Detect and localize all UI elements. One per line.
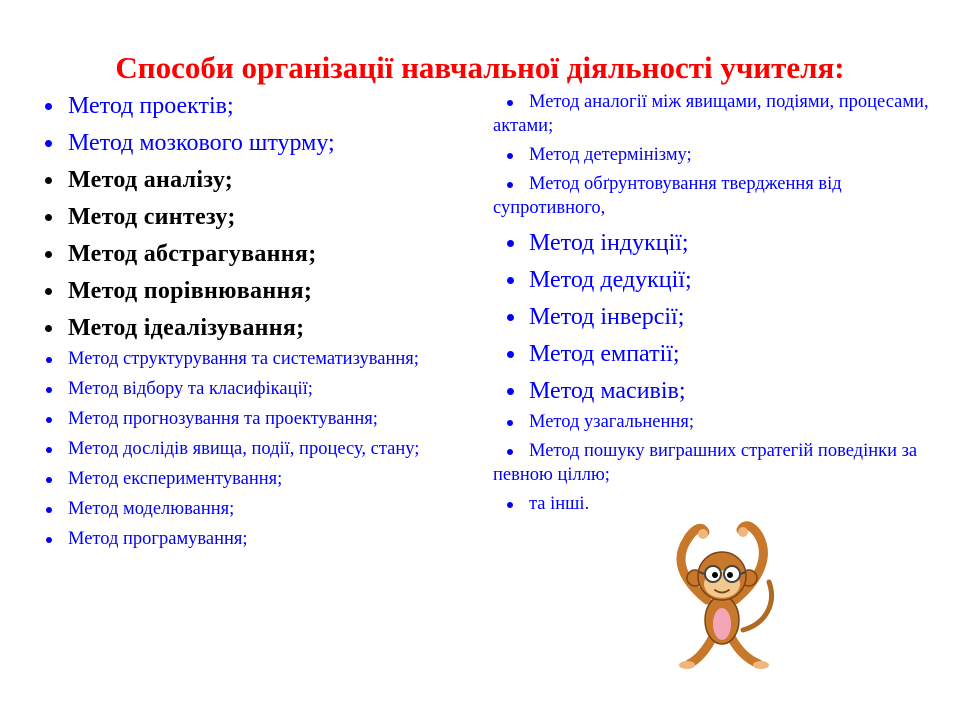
list-item-text: Метод програмування; [68,529,248,549]
right-method-list [493,90,943,521]
list-item [493,373,943,410]
list-item [493,262,943,299]
list-item [36,467,486,491]
list-item-text: та інші. [529,494,590,514]
list-item [36,125,486,162]
list-item-text: Метод абстрагування; [68,241,317,267]
list-item-text: Метод емпатії; [529,341,680,367]
list-item [36,377,486,401]
list-item-text: Метод синтезу; [68,204,236,230]
list-item-text: Метод структурування та систематизування; [68,349,419,369]
list-item [36,497,486,521]
bullet-icon [45,251,52,258]
list-item [36,407,486,431]
list-item-text: Метод експериментування; [68,469,283,489]
list-item [36,273,486,310]
list-item [36,236,486,273]
list-item [493,143,943,167]
list-item [493,299,943,336]
list-item-text: Метод ідеалізування; [68,315,305,341]
list-item-text: Метод обґрунтовування твердження від супротивного, [493,174,842,218]
bullet-icon [45,140,52,147]
list-item [36,437,486,461]
list-item [493,336,943,373]
bullet-icon [507,182,513,188]
bullet-icon [45,288,52,295]
list-item-text: Метод порівнювання; [68,278,313,304]
list-item-text: Метод аналізу; [68,167,234,193]
left-method-list [36,88,486,557]
list-item [36,527,486,551]
list-item-text: Метод відбору та класифікації; [68,379,313,399]
bullet-icon [507,388,514,395]
list-item-text: Метод аналогії між явищами, подіями, процесами, актами; [493,92,929,136]
bullet-icon [46,357,52,363]
list-item [493,172,943,220]
list-item [493,90,943,138]
list-item [36,310,486,347]
bullet-icon [45,177,52,184]
list-item-text: Метод пошуку виграшних стратегій поведінки за певною ціллю; [493,441,918,485]
list-item [493,439,943,487]
bullet-icon [45,214,52,221]
bullet-icon [507,153,513,159]
bullet-icon [507,240,514,247]
list-item [36,88,486,125]
list-item [493,225,943,262]
bullet-icon [507,100,513,106]
list-item-text: Метод мозкового штурму; [68,130,335,156]
monkey-icon [665,512,785,672]
list-item-text: Метод узагальнення; [529,412,694,432]
bullet-icon [45,325,52,332]
bullet-icon [46,387,52,393]
list-item [36,347,486,371]
list-item-text: Метод прогнозування та проектування; [68,409,378,429]
list-item-text: Метод дослідів явища, події, процесу, стану; [68,439,420,459]
bullet-icon [46,507,52,513]
bullet-icon [46,447,52,453]
bullet-icon [507,420,513,426]
bullet-icon [507,351,514,358]
list-item-text: Метод детермінізму; [529,145,692,165]
list-item-text: Метод проектів; [68,93,234,119]
bullet-icon [507,277,514,284]
bullet-icon [507,449,513,455]
bullet-icon [46,537,52,543]
bullet-icon [46,477,52,483]
list-item-text: Метод інверсії; [529,304,685,330]
list-item-text: Метод моделювання; [68,499,235,519]
page-title: Способи організації навчальної діяльності учителя: [115,50,845,85]
bullet-icon [507,502,513,508]
list-item-text: Метод індукції; [529,230,689,256]
bullet-icon [45,103,52,110]
list-item-text: Метод дедукції; [529,267,692,293]
list-item [36,162,486,199]
list-item-text: Метод масивів; [529,378,686,404]
bullet-icon [507,314,514,321]
list-item [36,199,486,236]
list-item [493,410,943,434]
bullet-icon [46,417,52,423]
